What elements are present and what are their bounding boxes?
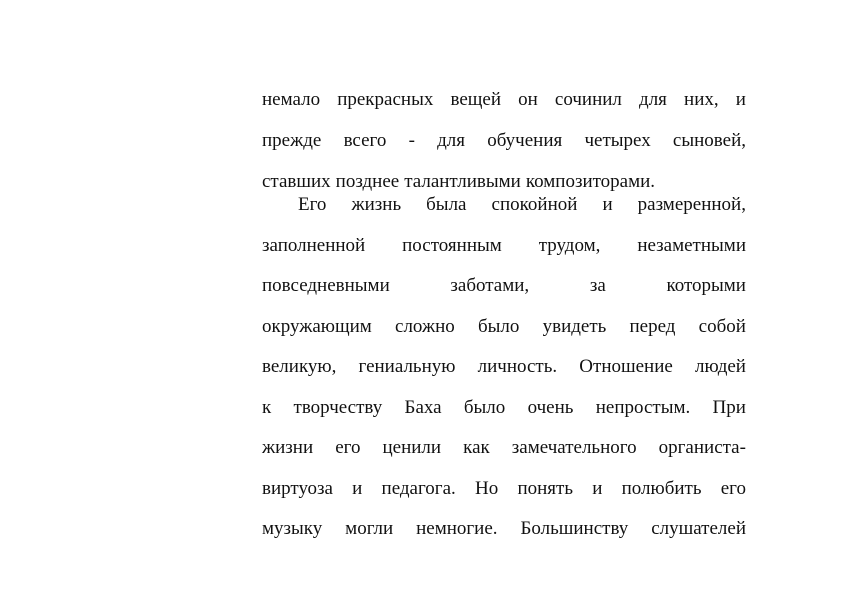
word: гениальную: [358, 356, 456, 377]
text-line: [262, 274, 746, 298]
word: прежде: [262, 130, 322, 151]
word: окружающим: [262, 316, 372, 337]
text-line: [262, 88, 746, 112]
word: Баха: [404, 397, 442, 418]
word: позднее: [335, 171, 400, 192]
word: к: [262, 397, 272, 418]
word: жизнь: [351, 194, 402, 215]
word: незаметными: [637, 235, 746, 256]
word: людей: [695, 356, 746, 377]
word: При: [712, 397, 746, 418]
word: полюбить: [621, 478, 702, 499]
word: талантливыми: [404, 171, 521, 192]
word: сочинил: [554, 89, 622, 110]
word: ценили: [382, 437, 442, 458]
word: четырех: [584, 130, 651, 151]
word: и: [352, 478, 363, 499]
text-line: [262, 129, 746, 153]
word: увидеть: [542, 316, 607, 337]
word: постоянным: [402, 235, 502, 256]
word: за: [589, 275, 606, 296]
word: виртуоза: [262, 478, 333, 499]
word: трудом,: [538, 235, 601, 256]
word: для: [437, 130, 465, 151]
word: педагога.: [381, 478, 456, 499]
word: перед: [629, 316, 676, 337]
word: музыку: [262, 518, 323, 539]
word: Большинству: [520, 518, 629, 539]
word: и: [592, 478, 603, 499]
word: сыновей,: [672, 130, 746, 151]
word: собой: [698, 316, 746, 337]
word: Его: [298, 194, 327, 215]
text-line: [262, 355, 746, 379]
word: органиста-: [658, 437, 746, 458]
word: Но: [475, 478, 499, 499]
word: замечательного: [511, 437, 637, 458]
word: немало: [262, 89, 321, 110]
word: них,: [684, 89, 719, 110]
word: непростым.: [595, 397, 691, 418]
word: было: [463, 397, 506, 418]
word: ставших: [262, 171, 331, 192]
word: сложно: [395, 316, 455, 337]
paragraph-end-line: [262, 170, 746, 194]
word: он: [518, 89, 538, 110]
word: заботами,: [450, 275, 530, 296]
word: слушателей: [651, 518, 746, 539]
word: творчеству: [293, 397, 383, 418]
text-line: [262, 396, 746, 420]
word: прекрасных: [337, 89, 434, 110]
word: была: [426, 194, 467, 215]
word: которыми: [666, 275, 746, 296]
word: всего: [343, 130, 387, 151]
word: великую,: [262, 356, 337, 377]
text-line: [262, 436, 746, 460]
word: немногие.: [416, 518, 498, 539]
word: и: [602, 194, 613, 215]
text-line: [262, 477, 746, 501]
word: Отношение: [579, 356, 673, 377]
word: -: [408, 130, 415, 151]
paragraph-first-line: [298, 193, 746, 217]
text-line: [262, 234, 746, 258]
text-line: [262, 517, 746, 541]
word: жизни: [262, 437, 314, 458]
word: обучения: [487, 130, 563, 151]
word: могли: [345, 518, 394, 539]
word: как: [463, 437, 490, 458]
word: понять: [517, 478, 573, 499]
word: вещей: [450, 89, 501, 110]
word: его: [720, 478, 746, 499]
text-line: [262, 315, 746, 339]
word: для: [639, 89, 667, 110]
word: очень: [527, 397, 574, 418]
word: размеренной,: [637, 194, 746, 215]
word: композиторами.: [525, 171, 656, 192]
word: было: [477, 316, 520, 337]
word: его: [335, 437, 361, 458]
word: спокойной: [491, 194, 578, 215]
word: и: [735, 89, 746, 110]
word: заполненной: [262, 235, 366, 256]
word: личность.: [477, 356, 558, 377]
word: повседневными: [262, 275, 390, 296]
